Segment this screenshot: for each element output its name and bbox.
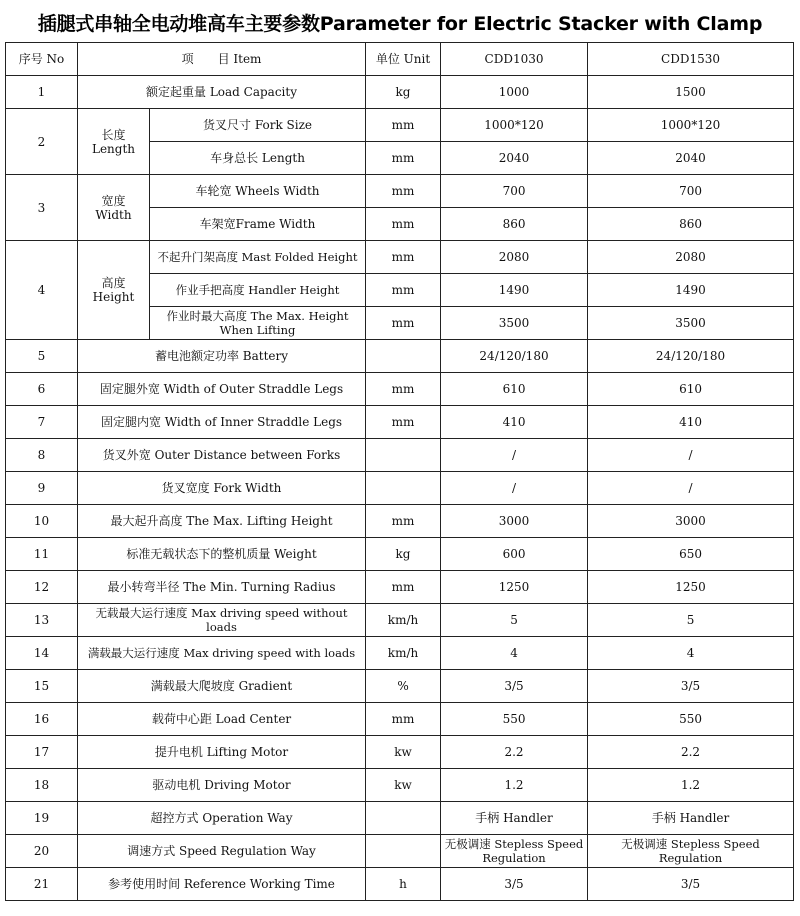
row-value-2: 700 — [588, 175, 794, 208]
row-unit — [366, 835, 441, 868]
row-item: 参考使用时间 Reference Working Time — [78, 868, 366, 901]
row-item: 车架宽Frame Width — [150, 208, 366, 241]
row-value-2: 1250 — [588, 571, 794, 604]
row-unit — [366, 802, 441, 835]
table-row — [6, 241, 794, 274]
row-item: 固定腿内宽 Width of Inner Straddle Legs — [78, 406, 366, 439]
row-unit: mm — [366, 571, 441, 604]
row-value-1: 4 — [441, 637, 588, 670]
row-item: 作业手把高度 Handler Height — [150, 274, 366, 307]
row-no: 6 — [6, 373, 78, 406]
header-item: 项 目 Item — [78, 43, 366, 76]
row-value-2: 610 — [588, 373, 794, 406]
row-value-2: / — [588, 439, 794, 472]
page-title: 插腿式串轴全电动堆高车主要参数Parameter for Electric Stacker with Clamp — [37, 12, 763, 35]
row-value-2: 1000*120 — [588, 109, 794, 142]
row-value-1: 3/5 — [441, 670, 588, 703]
row-no: 14 — [6, 637, 78, 670]
table-row — [6, 736, 794, 769]
row-value-1: 600 — [441, 538, 588, 571]
row-value-2: 3/5 — [588, 670, 794, 703]
row-item: 作业时最大高度 The Max. Height When Lifting — [150, 307, 366, 340]
row-item: 货叉外宽 Outer Distance between Forks — [78, 439, 366, 472]
row-value-1: 1490 — [441, 274, 588, 307]
row-unit: % — [366, 670, 441, 703]
row-value-2: 5 — [588, 604, 794, 637]
table-row — [6, 373, 794, 406]
table-row — [6, 472, 794, 505]
row-item: 最大起升高度 The Max. Lifting Height — [78, 505, 366, 538]
row-value-1: 550 — [441, 703, 588, 736]
row-value-1: 24/120/180 — [441, 340, 588, 373]
row-value-2: 650 — [588, 538, 794, 571]
row-value-2: / — [588, 472, 794, 505]
row-value-1: 610 — [441, 373, 588, 406]
row-value-2: 4 — [588, 637, 794, 670]
row-value-2: 2080 — [588, 241, 794, 274]
row-value-2: 860 — [588, 208, 794, 241]
row-no: 5 — [6, 340, 78, 373]
row-value-1: / — [441, 472, 588, 505]
row-unit: mm — [366, 109, 441, 142]
parameter-table — [5, 42, 794, 901]
row-unit — [366, 472, 441, 505]
row-no: 13 — [6, 604, 78, 637]
row-value-2: 410 — [588, 406, 794, 439]
row-item: 满载最大爬坡度 Gradient — [78, 670, 366, 703]
table-row — [6, 406, 794, 439]
row-item: 超控方式 Operation Way — [78, 802, 366, 835]
row-item: 满载最大运行速度 Max driving speed with loads — [78, 637, 366, 670]
row-item: 最小转弯半径 The Min. Turning Radius — [78, 571, 366, 604]
row-item: 标准无载状态下的整机质量 Weight — [78, 538, 366, 571]
row-no: 15 — [6, 670, 78, 703]
row-unit: kg — [366, 538, 441, 571]
row-no: 2 — [6, 109, 78, 175]
row-value-2: 1500 — [588, 76, 794, 109]
row-no: 17 — [6, 736, 78, 769]
row-unit: mm — [366, 208, 441, 241]
row-item: 驱动电机 Driving Motor — [78, 769, 366, 802]
row-no: 19 — [6, 802, 78, 835]
row-item: 载荷中心距 Load Center — [78, 703, 366, 736]
table-row — [6, 703, 794, 736]
row-value-1: 1250 — [441, 571, 588, 604]
row-value-1: 700 — [441, 175, 588, 208]
row-value-1: 2080 — [441, 241, 588, 274]
row-item: 车轮宽 Wheels Width — [150, 175, 366, 208]
table-row — [6, 505, 794, 538]
row-item: 提升电机 Lifting Motor — [78, 736, 366, 769]
header-row — [6, 43, 794, 76]
row-value-1: 3000 — [441, 505, 588, 538]
row-unit: mm — [366, 373, 441, 406]
row-item: 不起升门架高度 Mast Folded Height — [150, 241, 366, 274]
row-unit: km/h — [366, 604, 441, 637]
table-row — [6, 439, 794, 472]
row-unit: kw — [366, 736, 441, 769]
table-row — [6, 604, 794, 637]
row-item: 固定腿外宽 Width of Outer Straddle Legs — [78, 373, 366, 406]
row-unit — [366, 340, 441, 373]
row-value-2: 2.2 — [588, 736, 794, 769]
row-value-2: 1490 — [588, 274, 794, 307]
row-value-1: 2.2 — [441, 736, 588, 769]
table-row — [6, 835, 794, 868]
table-row — [6, 637, 794, 670]
row-value-1: 手柄 Handler — [441, 802, 588, 835]
row-no: 3 — [6, 175, 78, 241]
header-unit: 单位 Unit — [366, 43, 441, 76]
table-row — [6, 340, 794, 373]
row-unit: mm — [366, 175, 441, 208]
row-no: 11 — [6, 538, 78, 571]
row-no: 20 — [6, 835, 78, 868]
row-no: 16 — [6, 703, 78, 736]
row-no: 7 — [6, 406, 78, 439]
row-value-1: 2040 — [441, 142, 588, 175]
group-label-width: 宽度 Width — [78, 175, 150, 241]
table-row — [6, 670, 794, 703]
table-row — [6, 76, 794, 109]
row-value-2: 无极调速 Stepless Speed Regulation — [588, 835, 794, 868]
row-unit: kg — [366, 76, 441, 109]
header-no: 序号 No — [6, 43, 78, 76]
row-value-1: / — [441, 439, 588, 472]
row-value-1: 860 — [441, 208, 588, 241]
row-unit: mm — [366, 142, 441, 175]
row-value-1: 1000 — [441, 76, 588, 109]
row-value-2: 3/5 — [588, 868, 794, 901]
header-model-2: CDD1530 — [588, 43, 794, 76]
row-value-2: 2040 — [588, 142, 794, 175]
row-unit — [366, 439, 441, 472]
row-value-1: 3500 — [441, 307, 588, 340]
row-no: 9 — [6, 472, 78, 505]
row-value-1: 无极调速 Stepless Speed Regulation — [441, 835, 588, 868]
table-row — [6, 868, 794, 901]
row-value-1: 5 — [441, 604, 588, 637]
row-item: 无载最大运行速度 Max driving speed without loads — [78, 604, 366, 637]
row-item: 车身总长 Length — [150, 142, 366, 175]
row-item: 蓄电池额定功率 Battery — [78, 340, 366, 373]
row-unit: mm — [366, 703, 441, 736]
row-value-1: 1000*120 — [441, 109, 588, 142]
row-no: 1 — [6, 76, 78, 109]
row-value-2: 550 — [588, 703, 794, 736]
group-label-length: 长度 Length — [78, 109, 150, 175]
group-label-height: 高度 Height — [78, 241, 150, 340]
row-unit: mm — [366, 406, 441, 439]
row-unit: km/h — [366, 637, 441, 670]
row-item: 货叉宽度 Fork Width — [78, 472, 366, 505]
row-item: 调速方式 Speed Regulation Way — [78, 835, 366, 868]
row-value-2: 3000 — [588, 505, 794, 538]
row-unit: mm — [366, 307, 441, 340]
row-unit: h — [366, 868, 441, 901]
row-value-1: 410 — [441, 406, 588, 439]
row-no: 18 — [6, 769, 78, 802]
row-unit: mm — [366, 241, 441, 274]
row-value-2: 24/120/180 — [588, 340, 794, 373]
row-value-2: 手柄 Handler — [588, 802, 794, 835]
row-item: 货叉尺寸 Fork Size — [150, 109, 366, 142]
row-no: 8 — [6, 439, 78, 472]
row-item: 额定起重量 Load Capacity — [78, 76, 366, 109]
row-no: 4 — [6, 241, 78, 340]
table-row — [6, 571, 794, 604]
row-unit: mm — [366, 505, 441, 538]
row-value-1: 3/5 — [441, 868, 588, 901]
row-value-2: 1.2 — [588, 769, 794, 802]
table-row — [6, 109, 794, 142]
row-value-1: 1.2 — [441, 769, 588, 802]
row-unit: mm — [366, 274, 441, 307]
row-value-2: 3500 — [588, 307, 794, 340]
header-model-1: CDD1030 — [441, 43, 588, 76]
row-unit: kw — [366, 769, 441, 802]
table-row — [6, 769, 794, 802]
row-no: 12 — [6, 571, 78, 604]
table-row — [6, 175, 794, 208]
row-no: 21 — [6, 868, 78, 901]
table-row — [6, 802, 794, 835]
row-no: 10 — [6, 505, 78, 538]
table-row — [6, 538, 794, 571]
